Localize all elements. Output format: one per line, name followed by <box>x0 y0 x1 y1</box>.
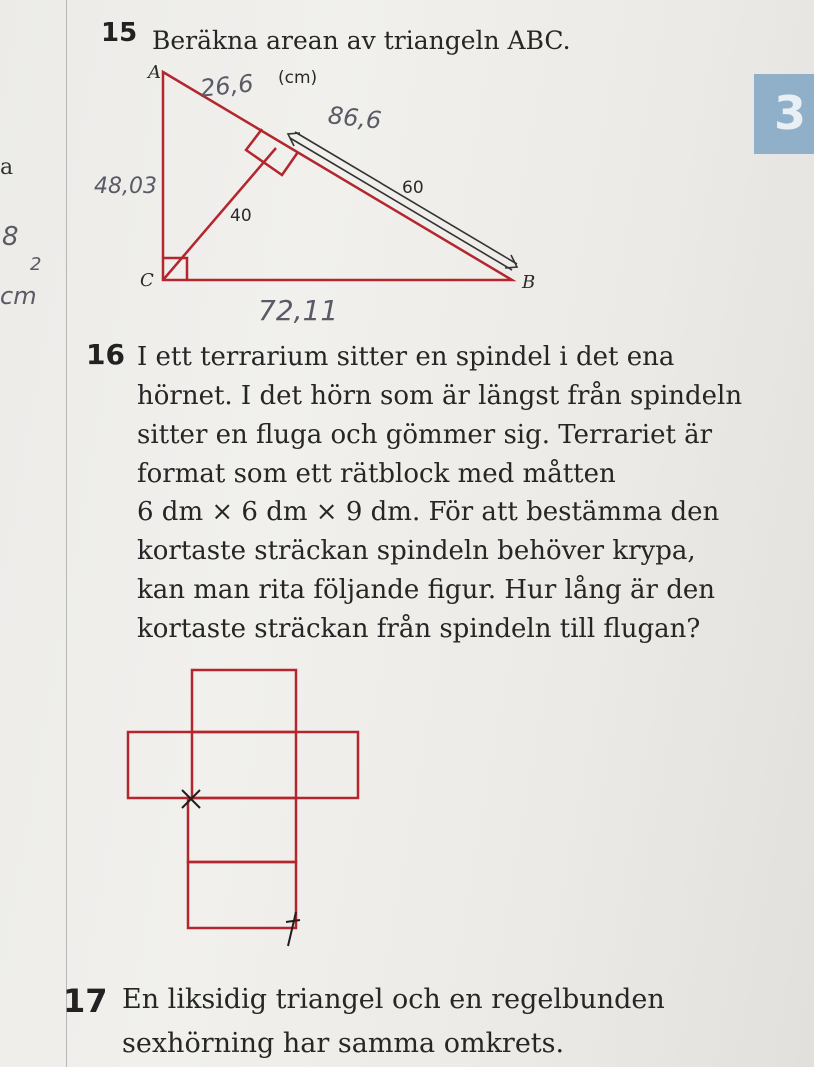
problem-15-number: 15 <box>101 18 138 48</box>
vertex-c-label: C <box>140 270 154 291</box>
chapter-tab: 3 <box>754 74 814 154</box>
problem-16-line: sitter en fluga och gömmer sig. Terrariet är <box>137 420 713 450</box>
hand-hyp-value: 86,6 <box>326 101 383 135</box>
margin-hand-exponent: 2 <box>30 254 42 275</box>
hand-base-value: 72,11 <box>258 294 339 327</box>
problem-16-line: kortaste sträckan spindeln behöver krypa, <box>137 536 696 566</box>
triangle-altitude <box>163 148 276 280</box>
problem-16-line: I ett terrarium sitter en spindel i det ena <box>137 342 675 372</box>
net-lower-face-2 <box>188 862 296 928</box>
net-lower-face-1 <box>188 798 296 862</box>
net-top-face <box>192 670 296 732</box>
unit-label: (cm) <box>278 68 318 88</box>
margin-hand-number: 8 <box>2 222 19 252</box>
problem-17-line: En liksidig triangel och en regelbunden <box>122 984 665 1015</box>
problem-16-line: format som ett rätblock med måtten <box>137 459 616 489</box>
vertex-b-label: B <box>522 272 536 293</box>
problem-16-line: kortaste sträckan från spindeln till flugan? <box>137 614 701 644</box>
problem-15-text: Beräkna arean av triangeln ABC. <box>152 26 571 55</box>
height-label: 40 <box>230 206 252 226</box>
hand-top-value: 26,6 <box>198 69 255 103</box>
dimension-arrow <box>288 132 517 270</box>
problem-17-line: sexhörning har samma omkrets. <box>122 1028 565 1059</box>
problem-17-number: 17 <box>63 982 108 1020</box>
margin-hand-unit: cm <box>0 282 37 310</box>
problem-16-line: 6 dm × 6 dm × 9 dm. För att bestämma den <box>137 497 720 527</box>
vertex-a-label: A <box>148 62 161 83</box>
problem-16-number: 16 <box>86 338 125 371</box>
problem-16-line: kan man rita följande figur. Hur lång är den <box>137 575 715 605</box>
box-net-figure <box>128 670 358 928</box>
segment-label: 60 <box>402 178 424 198</box>
problem-16-line: hörnet. I det hörn som är längst från spindeln <box>137 381 743 411</box>
margin-letter: a <box>0 155 14 180</box>
net-middle-row <box>128 732 358 798</box>
hand-left-value: 48,03 <box>94 174 157 199</box>
